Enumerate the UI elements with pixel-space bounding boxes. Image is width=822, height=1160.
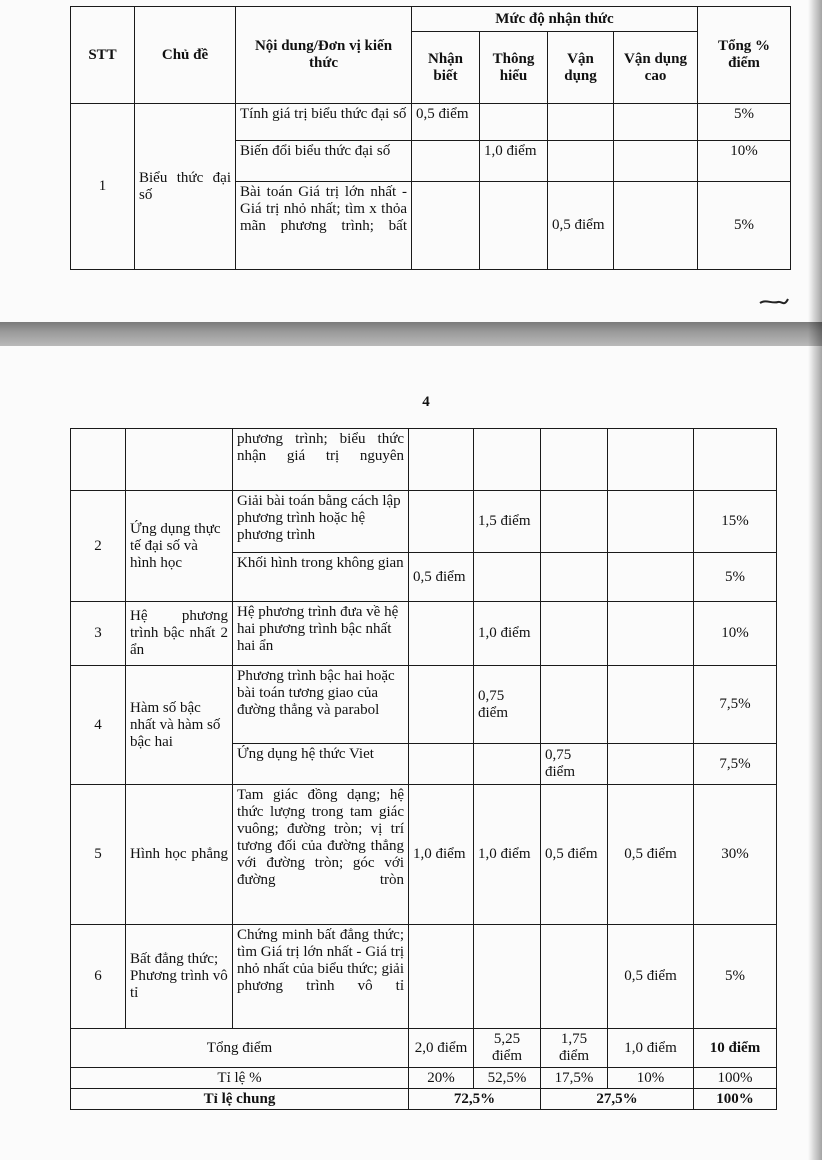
stt-cell: 2 — [71, 491, 126, 602]
total-cell: 7,5% — [694, 666, 777, 744]
ratio-level1: 20% — [409, 1068, 474, 1089]
photo-edge-shadow — [808, 0, 822, 1160]
ratio-total: 100% — [694, 1068, 777, 1089]
level4-cell — [614, 104, 698, 141]
total-cell: 5% — [694, 925, 777, 1029]
topic-cell: Ứng dụng thực tế đại số và hình học — [126, 491, 233, 602]
stt-cell: 6 — [71, 925, 126, 1029]
common-ratio-total: 100% — [694, 1089, 777, 1110]
level1-cell — [412, 141, 480, 182]
level3-cell — [548, 141, 614, 182]
stt-cell: 4 — [71, 666, 126, 785]
level4-cell — [608, 666, 694, 744]
header-level2: Thông hiểu — [480, 32, 548, 104]
level2-cell — [474, 553, 541, 602]
level1-cell — [409, 666, 474, 744]
level2-cell: 0,75 điểm — [474, 666, 541, 744]
content-cell: Hệ phương trình đưa về hệ hai phương trình bậc nhất hai ẩn — [233, 602, 409, 666]
stt-cell: 3 — [71, 602, 126, 666]
level4-cell: 0,5 điểm — [608, 785, 694, 925]
total-cell: 5% — [694, 553, 777, 602]
level2-cell: 1,0 điểm — [474, 602, 541, 666]
topic-cell: Hệ phương trình bậc nhất 2 ẩn — [126, 602, 233, 666]
content-cell: phương trình; biểu thức nhận giá trị nguyên — [233, 429, 409, 491]
content-cell: Giải bài toán bằng cách lập phương trình hoặc hệ phương trình — [233, 491, 409, 553]
level4-cell — [608, 491, 694, 553]
total-cell: 30% — [694, 785, 777, 925]
header-stt: STT — [71, 7, 135, 104]
level3-cell — [541, 602, 608, 666]
level1-cell — [409, 491, 474, 553]
total-cell — [694, 429, 777, 491]
total-overall: 10 điểm — [694, 1029, 777, 1068]
level4-cell — [608, 553, 694, 602]
common-ratio-a: 72,5% — [409, 1089, 541, 1110]
level1-cell — [409, 744, 474, 785]
level1-cell — [412, 182, 480, 270]
total-level1: 2,0 điểm — [409, 1029, 474, 1068]
total-cell: 10% — [694, 602, 777, 666]
level3-cell: 0,5 điểm — [548, 182, 614, 270]
level2-cell — [474, 925, 541, 1029]
stt-cell — [71, 429, 126, 491]
level3-cell: 0,5 điểm — [541, 785, 608, 925]
total-cell: 10% — [698, 141, 791, 182]
level3-cell — [541, 666, 608, 744]
ratio-level2: 52,5% — [474, 1068, 541, 1089]
level4-cell — [608, 744, 694, 785]
total-cell: 5% — [698, 182, 791, 270]
matrix-table-top — [70, 6, 791, 270]
level2-cell — [480, 104, 548, 141]
header-level4: Vận dụng cao — [614, 32, 698, 104]
level2-cell: 1,0 điểm — [474, 785, 541, 925]
topic-cell: Hàm số bậc nhất và hàm số bậc hai — [126, 666, 233, 785]
level4-cell: 0,5 điểm — [608, 925, 694, 1029]
header-topic: Chủ đề — [135, 7, 236, 104]
total-level2: 5,25 điểm — [474, 1029, 541, 1068]
content-cell: Tính giá trị biểu thức đại số — [236, 104, 412, 141]
topic-cell: Biểu thức đại số — [135, 104, 236, 270]
ratio-label: Tỉ lệ % — [71, 1068, 409, 1089]
content-cell: Khối hình trong không gian — [233, 553, 409, 602]
content-cell: Tam giác đồng dạng; hệ thức lượng trong tam giác vuông; đường tròn; vị trí tương đối của đường thẳng với đường tròn; góc với đường tròn — [233, 785, 409, 925]
topic-cell — [126, 429, 233, 491]
common-ratio-b: 27,5% — [541, 1089, 694, 1110]
content-cell: Phương trình bậc hai hoặc bài toán tương giao của đường thẳng và parabol — [233, 666, 409, 744]
level2-cell: 1,0 điểm — [480, 141, 548, 182]
total-level4: 1,0 điểm — [608, 1029, 694, 1068]
level2-cell — [474, 429, 541, 491]
total-points-label: Tổng điểm — [71, 1029, 409, 1068]
level1-cell: 0,5 điểm — [412, 104, 480, 141]
level1-cell — [409, 602, 474, 666]
level2-cell: 1,5 điểm — [474, 491, 541, 553]
header-level1: Nhận biết — [412, 32, 480, 104]
total-cell: 7,5% — [694, 744, 777, 785]
level3-cell — [541, 429, 608, 491]
total-level3: 1,75 điểm — [541, 1029, 608, 1068]
level1-cell — [409, 429, 474, 491]
content-cell: Chứng minh bất đẳng thức; tìm Giá trị lớn nhất - Giá trị nhỏ nhất của biểu thức; giải phương trình vô tỉ — [233, 925, 409, 1029]
level3-cell — [548, 104, 614, 141]
content-cell: Bài toán Giá trị lớn nhất - Giá trị nhỏ nhất; tìm x thỏa mãn phương trình; bất — [236, 182, 412, 270]
ratio-level4: 10% — [608, 1068, 694, 1089]
level2-cell — [474, 744, 541, 785]
total-cell: 15% — [694, 491, 777, 553]
header-content: Nội dung/Đơn vị kiến thức — [236, 7, 412, 104]
level1-cell: 1,0 điểm — [409, 785, 474, 925]
page-gap — [0, 322, 822, 346]
level4-cell — [608, 602, 694, 666]
content-cell: Ứng dụng hệ thức Viet — [233, 744, 409, 785]
level4-cell — [614, 182, 698, 270]
level4-cell — [608, 429, 694, 491]
level2-cell — [480, 182, 548, 270]
content-cell: Biến đổi biểu thức đại số — [236, 141, 412, 182]
level3-cell — [541, 553, 608, 602]
level1-cell — [409, 925, 474, 1029]
matrix-table-bottom — [70, 428, 777, 1110]
page-top — [0, 0, 822, 322]
header-levels: Mức độ nhận thức — [412, 7, 698, 32]
level4-cell — [614, 141, 698, 182]
topic-cell: Hình học phẳng — [126, 785, 233, 925]
total-cell: 5% — [698, 104, 791, 141]
header-total: Tổng % điểm — [698, 7, 791, 104]
level1-cell: 0,5 điểm — [409, 553, 474, 602]
stt-cell: 5 — [71, 785, 126, 925]
level3-cell — [541, 925, 608, 1029]
pen-mark-icon — [758, 295, 792, 311]
level3-cell — [541, 491, 608, 553]
ratio-level3: 17,5% — [541, 1068, 608, 1089]
page-number: 4 — [422, 394, 430, 410]
common-ratio-label: Tỉ lệ chung — [71, 1089, 409, 1110]
header-level3: Vận dụng — [548, 32, 614, 104]
level3-cell: 0,75 điểm — [541, 744, 608, 785]
topic-cell: Bất đẳng thức; Phương trình vô tỉ — [126, 925, 233, 1029]
stt-cell: 1 — [71, 104, 135, 270]
